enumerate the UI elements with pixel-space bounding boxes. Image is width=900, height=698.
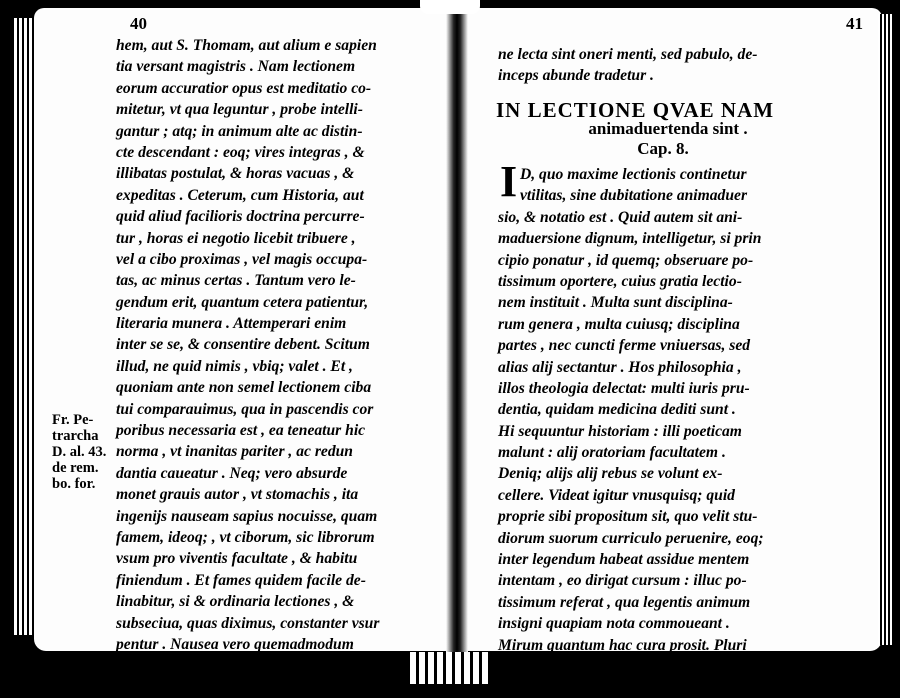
text-line: rum genera , multa cuiusq; disciplina (498, 315, 740, 333)
text-line: intentam , eo dirigat cursum : illuc po- (498, 572, 747, 590)
chapter-subheading: animaduertenda sint . (588, 119, 748, 138)
right-page-continuation (498, 44, 878, 87)
margin-note-line: trarcha (52, 428, 99, 444)
text-line: ne lecta sint oneri menti, sed pabulo, de- (498, 46, 758, 63)
text-line: gantur ; atq; in animum alte ac distin- (116, 122, 363, 140)
margin-note-line: D. al. 43. (52, 444, 107, 460)
book-gutter (446, 4, 468, 655)
text-line: inter se se, & consentire debent. Scitum (116, 336, 370, 354)
text-line: quoniam ante non semel lectionem ciba (116, 379, 372, 397)
text-line: partes , nec cuncti ferme vniuersas, sed (498, 337, 751, 355)
text-line: Mirum quantum hac cura prosit. Pluri (498, 636, 747, 654)
text-line: cellere. Videat igitur vnusquisq; quid (498, 486, 735, 504)
text-line: pentur . Nausea vero quemadmodum (116, 635, 354, 653)
text-line: proprie sibi propositum sit, quo velit stu- (498, 508, 758, 526)
drop-cap: I (500, 157, 518, 206)
text-line: inter legendum habeat assidue mentem (498, 551, 750, 569)
chapter-number: Cap. 8. (637, 139, 689, 158)
text-line: Hi sequuntur historiam : illi poeticam (498, 422, 742, 440)
text-line: monet grauis autor , vt stomachis , ita (116, 486, 359, 504)
text-line: nem instituit . Multa sunt disciplina- (498, 294, 733, 312)
text-line: malunt : alij oratoriam facultatem . (498, 444, 726, 462)
text-line: vel a cibo proximas , vel magis occupa- (116, 250, 368, 268)
text-line: D, quo maxime lectionis continetur (520, 166, 747, 183)
text-line: inceps abunde tradetur . (498, 67, 654, 85)
text-line: tur , horas ei negotio licebit tribuere , (116, 229, 356, 247)
text-line: vsum pro viventis facultate , & habitu (116, 550, 358, 568)
text-line: tas, ac minus certas . Tantum vero le- (116, 272, 356, 290)
text-line: tissimum referat , qua legentis animum (498, 593, 751, 611)
chapter-heading: IN LECTIONE QVAE NAM (496, 98, 775, 122)
text-line: vtilitas, sine dubitatione animaduer (520, 187, 748, 205)
text-line: cte descendant : eoq; vires integras , & (116, 143, 365, 161)
text-line: maduersione dignum, intelligetur, si prin (498, 230, 762, 248)
text-line: norma , vt inanitas pariter , ac redun (116, 443, 353, 461)
text-line: sio, & notatio est . Quid autem sit ani- (498, 208, 743, 226)
text-line: eorum accuratior opus est meditatio co- (116, 79, 372, 97)
text-line: poribus necessaria est , ea teneatur hic (116, 422, 366, 440)
text-line: ma (498, 657, 518, 675)
text-line: occurratur , hoc est, quemadmodum fiat, (116, 657, 379, 675)
text-line: alias alij sectantur . Hos philosophia , (498, 358, 742, 376)
text-line: dentia, quidam medicina dediti sunt . (498, 401, 736, 419)
text-line: finiendum . Et fames quidem facile de- (116, 571, 366, 589)
margin-note-line: bo. for. (52, 476, 96, 492)
right-page-text (498, 164, 878, 677)
text-line: illos theologia delectat: multi iuris pru- (498, 379, 750, 397)
margin-note-line: de rem. (52, 460, 99, 476)
text-line: dantia caueatur . Neq; vero absurde (116, 464, 348, 482)
text-line: tia versant magistris . Nam lectionem (116, 58, 356, 76)
spine-top (420, 0, 480, 14)
text-line: subseciua, quas diximus, constanter vsur (116, 614, 380, 632)
left-page-edges (12, 18, 34, 635)
text-line: hem, aut S. Thomam, aut alium e sapien (116, 37, 377, 54)
text-line: quid aliud facilioris doctrina percurre- (116, 208, 365, 226)
right-page-number: 41 (846, 14, 863, 33)
text-line: tissimum oportere, cuius gratia lectio- (498, 272, 742, 290)
right-page-edges (878, 14, 892, 645)
text-line: diorum suorum curriculo peruenire, eoq; (498, 529, 764, 547)
margin-note (52, 412, 106, 492)
text-line: Deniq; alijs alij rebus se volunt ex- (498, 465, 723, 483)
text-line: illud, ne quid nimis , vbiq; valet . Et , (116, 357, 353, 375)
text-line: literaria munera . Attemperari enim (116, 315, 347, 333)
text-line: insigni quapiam nota commoueant . (498, 615, 730, 633)
text-line: mitetur, vt qua leguntur , probe intelli- (116, 101, 363, 119)
left-page-number: 40 (130, 14, 147, 33)
text-line: cipio ponatur , id quemq; obseruare po- (498, 251, 754, 269)
text-line: gendum erit, quantum cetera patientur, (116, 293, 369, 311)
text-line: ne (116, 678, 132, 696)
text-line: expeditas . Ceterum, cum Historia, aut (116, 186, 364, 204)
text-line: illibatas postulat, & horas vacuas , & (116, 165, 355, 183)
left-page-text (116, 35, 446, 698)
text-line: tui comparauimus, qua in pascendis cor (116, 400, 374, 418)
text-line: linabitur, si & ordinaria lectiones , & (116, 593, 355, 611)
text-line: ingenijs nauseam sapius nocuisse, quam (116, 507, 378, 525)
text-line: famem, ideoq; , vt ciborum, sic librorum (116, 528, 375, 546)
margin-note-line: Fr. Pe- (52, 412, 94, 428)
